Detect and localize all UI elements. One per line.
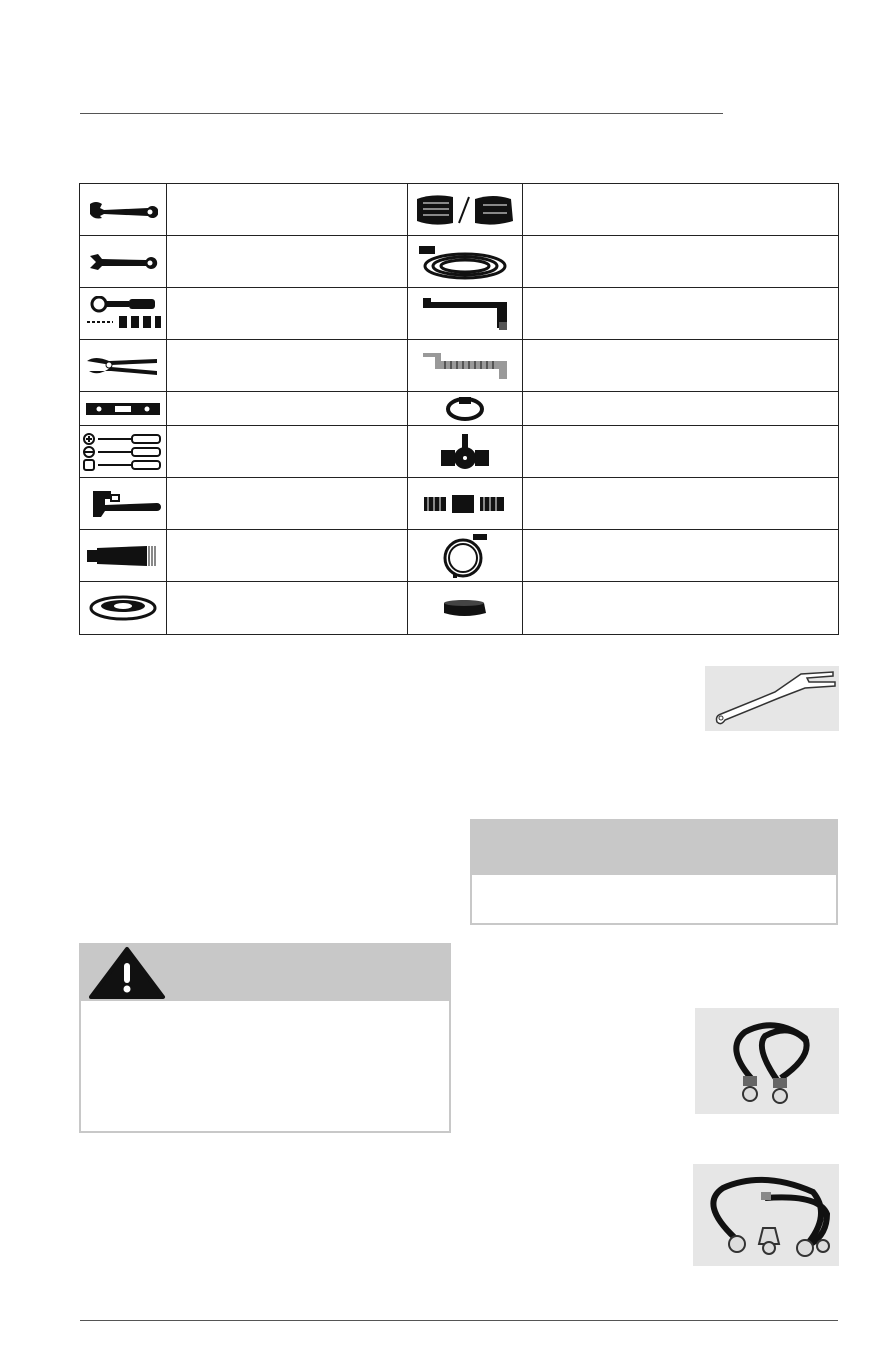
footer-rule: [80, 1320, 838, 1321]
tool-label: [167, 288, 408, 340]
table-row: [80, 426, 839, 478]
screwdrivers-icon: [80, 426, 167, 478]
fork-wrench-icon: [705, 666, 839, 731]
tool-label: [167, 184, 408, 236]
hose-clamp-icon: [408, 392, 523, 426]
tool-label: [523, 392, 839, 426]
warning-box: [79, 943, 451, 1133]
pliers-icon: [80, 340, 167, 392]
tool-label: [523, 582, 839, 635]
tool-label: [167, 340, 408, 392]
tool-label: [523, 426, 839, 478]
table-row: [80, 340, 839, 392]
table-row: [80, 582, 839, 635]
tool-label: [523, 288, 839, 340]
table-row: [80, 530, 839, 582]
tool-label: [523, 236, 839, 288]
table-row: [80, 392, 839, 426]
tool-label: [523, 340, 839, 392]
table-row: [80, 236, 839, 288]
tool-label: [167, 236, 408, 288]
teflon-tape-icon: [80, 582, 167, 635]
title-rule: [80, 113, 723, 114]
table-row: [80, 184, 839, 236]
tool-label: [523, 184, 839, 236]
rigid-duct-icon: [408, 288, 523, 340]
fork-wrench-image: [705, 666, 839, 731]
table-row: [80, 478, 839, 530]
power-cord-icon: [408, 236, 523, 288]
flexible-duct-icon: [408, 340, 523, 392]
tool-label: [167, 582, 408, 635]
open-end-wrench-icon: [80, 236, 167, 288]
y-connector-hoses-image: [693, 1164, 839, 1266]
tool-label: [167, 478, 408, 530]
tool-label: [167, 426, 408, 478]
tool-label: [523, 530, 839, 582]
warning-header: [81, 945, 449, 1001]
shutoff-valve-icon: [408, 426, 523, 478]
table-row: [80, 288, 839, 340]
tip-heading: [472, 821, 836, 875]
level-icon: [80, 392, 167, 426]
tool-label: [167, 530, 408, 582]
pipe-wrench-icon: [80, 478, 167, 530]
nut-driver-set-icon: [80, 288, 167, 340]
adjustable-wrench-icon: [80, 184, 167, 236]
tool-label: [167, 392, 408, 426]
y-connector-hoses-icon: [693, 1164, 839, 1266]
tools-table: [79, 183, 839, 635]
tool-label: [523, 478, 839, 530]
inlet-hoses-image: [695, 1008, 839, 1114]
ground-wire-icon: [408, 530, 523, 582]
wire-connectors-icon: [408, 184, 523, 236]
tip-box: [470, 819, 838, 925]
warning-icon: [87, 945, 167, 1001]
sealant-tube-icon: [80, 530, 167, 582]
foil-tape-icon: [408, 582, 523, 635]
hose-connectors-icon: [408, 478, 523, 530]
inlet-hoses-icon: [695, 1008, 839, 1114]
